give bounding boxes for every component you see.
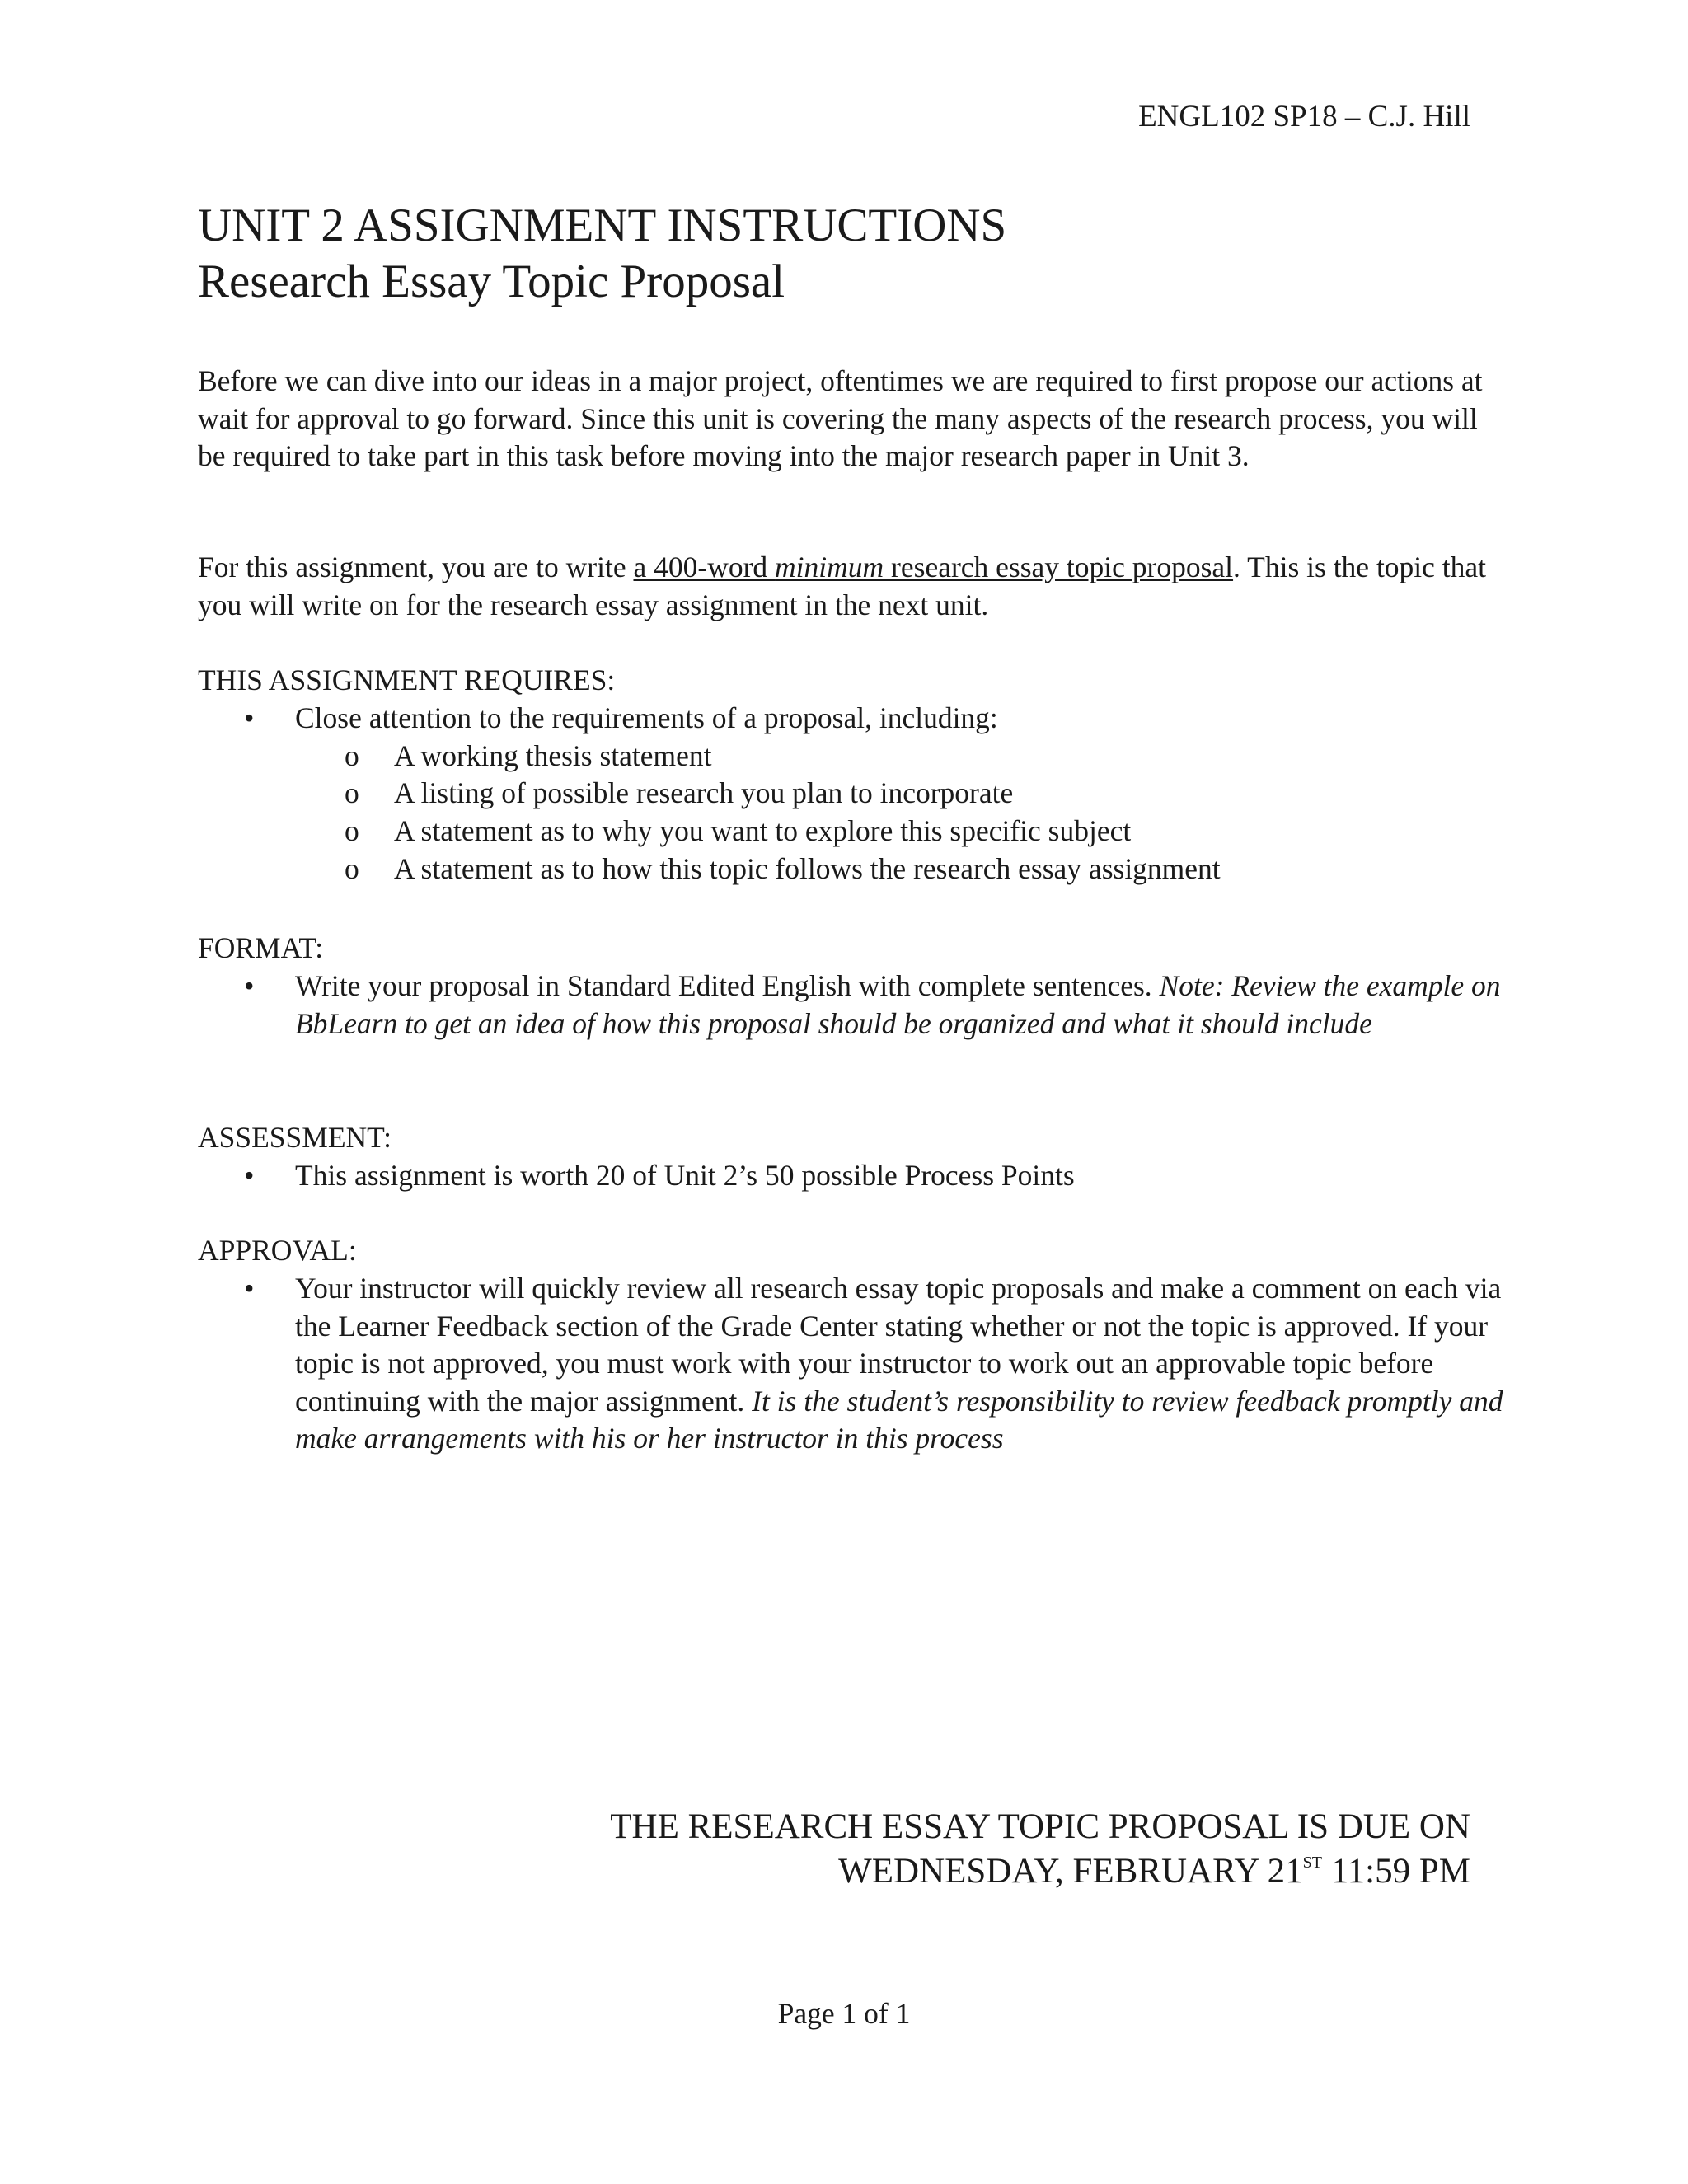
intro-paragraph: Before we can dive into our ideas in a major project, oftentimes we are required to first propose our actions at wait for approval to go forward. Since this unit is covering the many aspects of the research process, you will be required to take part in this task before moving into the major research paper in Unit 3. <box>198 364 1483 473</box>
approval-heading: APPROVAL: <box>198 1234 357 1267</box>
list-item <box>198 1157 1517 1195</box>
due-line-1: THE RESEARCH ESSAY TOPIC PROPOSAL IS DUE ON <box>610 1807 1470 1846</box>
sub-item-text: A working thesis statement <box>394 739 712 772</box>
format-note: Note: Review the example on BbLearn to get an idea of how this proposal should be organized and what it should include <box>295 969 1501 1040</box>
approval-note: It is the student’s responsibility to review feedback promptly and make arrangements with his or her instructor in this process <box>295 1384 1503 1455</box>
sub-item-text: A statement as to how this topic follows the research essay assignment <box>394 852 1221 885</box>
sub-list-item <box>198 738 1517 776</box>
sub-bullet-icon: o <box>345 814 359 847</box>
format-heading: FORMAT: <box>198 931 324 964</box>
sub-bullet-icon: o <box>345 739 359 772</box>
list-item <box>198 968 1517 1083</box>
due-date-notice <box>610 1805 1470 1894</box>
assignment-tail: . This is the topic that you will write on for the research essay assignment in the next unit. <box>198 551 1487 621</box>
assignment-lead: For this assignment, you are to write <box>198 551 634 583</box>
sub-list-item <box>198 851 1517 888</box>
word-requirement: a 400-word minimum research essay topic proposal <box>633 551 1234 583</box>
sub-list-item <box>198 813 1517 851</box>
bullet-icon: • <box>244 701 255 734</box>
page-number: Page 1 of 1 <box>777 1997 911 2030</box>
sub-item-text: A listing of possible research you plan to incorporate <box>394 776 1014 809</box>
bullet-icon: • <box>244 1159 255 1192</box>
minimum-emphasis: minimum <box>775 551 884 583</box>
list-item <box>198 700 1517 738</box>
page-title: UNIT 2 ASSIGNMENT INSTRUCTIONS <box>198 199 1007 251</box>
ordinal-suffix: ST <box>1302 1854 1322 1872</box>
list-item <box>198 1270 1517 1501</box>
assignment-paragraph <box>198 549 1500 624</box>
assessment-bullet-text: This assignment is worth 20 of Unit 2’s 50 possible Process Points <box>295 1159 1075 1192</box>
approval-bullet-text: Your instructor will quickly review all research essay topic proposals and make a comment on each via the Learner Feedback section of the Grade Center stating whether or not the topic is approved. If your topic is not approved, you must work with your instructor to work out an approvable topic before continuing with the major assignment. It is the student’s responsibility to review feedback promptly and make arrangements with his or her instructor in this process <box>295 1272 1503 1455</box>
page-subtitle: Research Essay Topic Proposal <box>198 255 785 307</box>
requires-heading: THIS ASSIGNMENT REQUIRES: <box>198 663 616 696</box>
requires-bullet-text: Close attention to the requirements of a proposal, including: <box>295 701 998 734</box>
sub-bullet-icon: o <box>345 776 359 809</box>
bullet-icon: • <box>244 969 255 1002</box>
format-bullet-text: Write your proposal in Standard Edited English with complete sentences. Note: Review the example on BbLearn to get an idea of how this proposal should be organized and what it should include <box>295 969 1501 1040</box>
assessment-heading: ASSESSMENT: <box>198 1121 392 1154</box>
bullet-icon: • <box>244 1272 255 1305</box>
course-header: ENGL102 SP18 – C.J. Hill <box>1138 100 1470 134</box>
due-line-2: WEDNESDAY, FEBRUARY 21ST 11:59 PM <box>838 1852 1470 1891</box>
sub-bullet-icon: o <box>345 852 359 885</box>
sub-list-item <box>198 775 1517 813</box>
sub-item-text: A statement as to why you want to explore this specific subject <box>394 814 1132 847</box>
